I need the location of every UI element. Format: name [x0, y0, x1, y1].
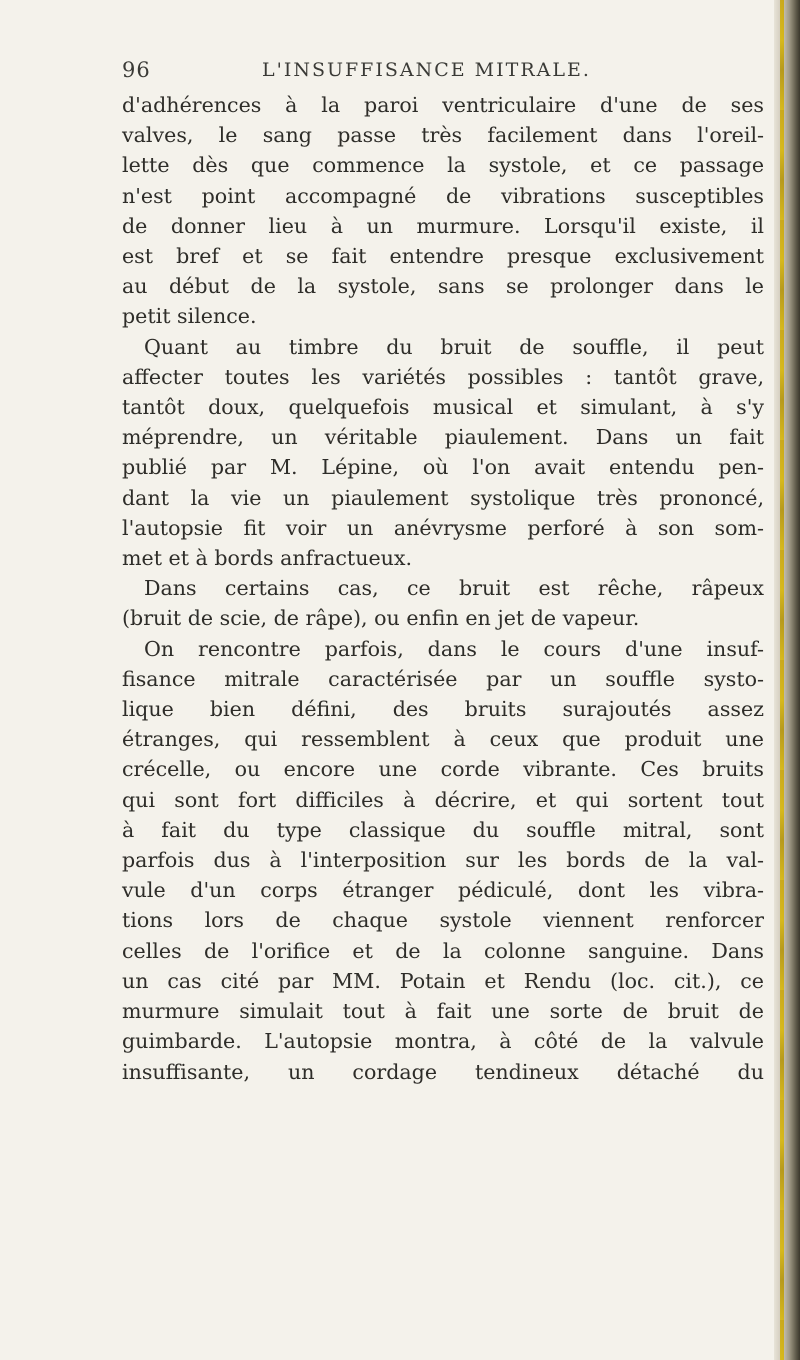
text-line: celles de l'orifice et de la colonne sanguine. Dans — [122, 938, 764, 963]
paragraph — [122, 634, 764, 1087]
text-line: (bruit de scie, de râpe), ou enfin en jet de vapeur. — [122, 606, 640, 631]
running-title: L'INSUFFISANCE MITRALE. — [262, 59, 591, 81]
text-line: est bref et se fait entendre presque exclusivement — [122, 244, 764, 269]
text-line: Quant au timbre du bruit de souffle, il peut — [144, 334, 764, 359]
text-line: étranges, qui ressemblent à ceux que produit une — [122, 727, 764, 752]
text-line: qui sont fort difficiles à décrire, et qui sortent tout — [122, 787, 764, 812]
page-number: 96 — [122, 58, 151, 82]
page-edge-binding — [774, 0, 800, 1360]
paragraph — [122, 332, 764, 574]
paragraph — [122, 573, 764, 633]
text-line: Dans certains cas, ce bruit est rêche, râpeux — [144, 576, 764, 601]
text-line: lique bien défini, des bruits surajoutés assez — [122, 697, 764, 722]
text-line: met et à bords anfractueux. — [122, 546, 413, 571]
text-line: au début de la systole, sans se prolonger dans le — [122, 274, 764, 299]
text-line: parfois dus à l'interposition sur les bords de la val- — [122, 848, 764, 873]
text-line: tions lors de chaque systole viennent renforcer — [122, 908, 764, 933]
text-line: guimbarde. L'autopsie montra, à côté de la valvule — [122, 1029, 764, 1054]
text-line: d'adhérences à la paroi ventriculaire d'une de ses — [122, 93, 764, 117]
running-header — [122, 58, 782, 88]
text-line: de donner lieu à un murmure. Lorsqu'il existe, il — [122, 213, 764, 238]
text-line: un cas cité par MM. Potain et Rendu (loc. cit.), ce — [122, 968, 764, 993]
text-line: petit silence. — [122, 304, 257, 329]
text-line: murmure simulait tout à fait une sorte de bruit de — [122, 999, 764, 1024]
text-line: crécelle, ou encore une corde vibrante. Ces bruits — [122, 757, 764, 782]
text-line: valves, le sang passe très facilement dans l'oreil- — [122, 123, 764, 148]
text-line: insuffisante, un cordage tendineux détaché du — [122, 1059, 764, 1084]
body-text — [122, 90, 764, 1087]
text-line: n'est point accompagné de vibrations susceptibles — [122, 183, 764, 208]
text-line: fisance mitrale caractérisée par un souffle systo- — [122, 666, 764, 691]
text-line: l'autopsie fit voir un anévrysme perforé à son som- — [122, 515, 764, 540]
text-line: dant la vie un piaulement systolique très prononcé, — [122, 485, 764, 510]
text-line: méprendre, un véritable piaulement. Dans un fait — [122, 425, 764, 450]
text-line: vule d'un corps étranger pédiculé, dont les vibra- — [122, 878, 764, 903]
text-line: publié par M. Lépine, où l'on avait entendu pen- — [122, 455, 764, 480]
text-line: lette dès que commence la systole, et ce passage — [122, 153, 764, 178]
text-line: affecter toutes les variétés possibles : tantôt grave, — [122, 364, 764, 389]
text-line: On rencontre parfois, dans le cours d'une insuf- — [144, 636, 764, 661]
text-line: tantôt doux, quelquefois musical et simulant, à s'y — [122, 395, 764, 420]
text-line: à fait du type classique du souffle mitral, sont — [122, 817, 764, 842]
paragraph — [122, 90, 764, 332]
